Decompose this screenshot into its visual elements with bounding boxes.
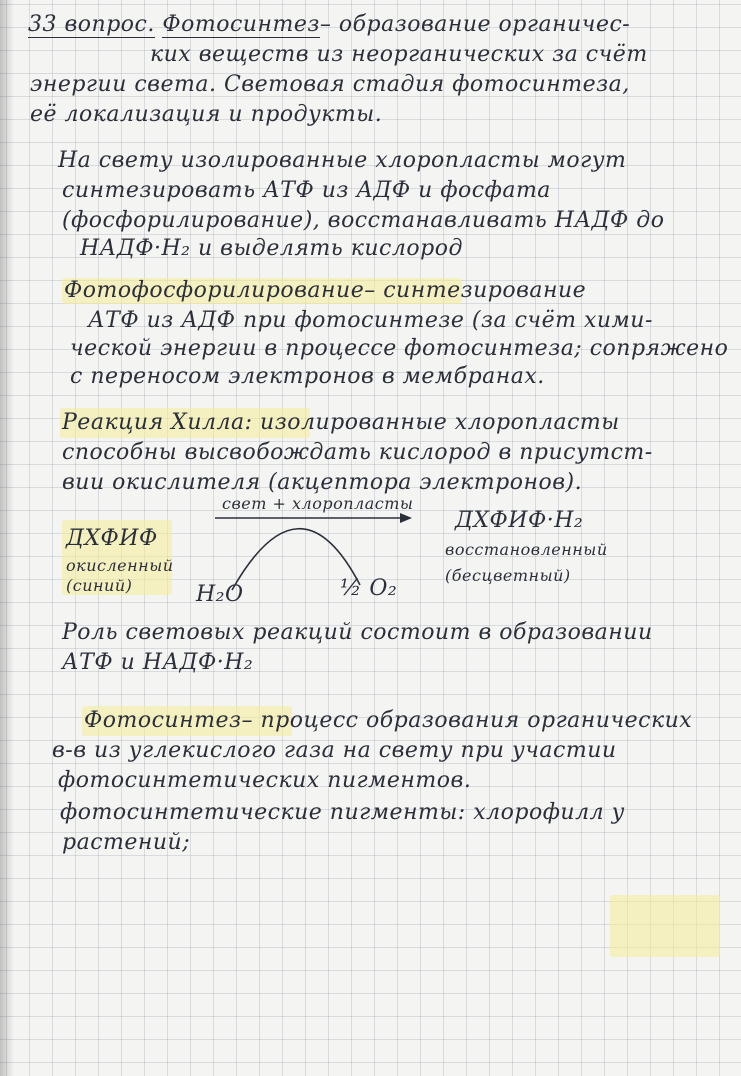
diagram-left-compound: ДХФИФ (66, 526, 158, 551)
p5-term: Фотосинтез (84, 708, 242, 733)
heading-line-3: энергии света. Световая стадия фотосинтеза, (30, 72, 630, 97)
p2-term: Фотофосфорилирование (64, 278, 365, 303)
heading-line-1: – образование органичес- (319, 12, 631, 37)
p5-line-5: растений; (62, 830, 191, 855)
p2-line-1-rest: – синтезирование (364, 278, 587, 303)
heading-term: Фотосинтез (162, 12, 320, 37)
question-number: 33 вопрос. (28, 12, 155, 37)
p3-term: Реакция Хилла (62, 410, 245, 435)
p1-line-4: НАДФ·Н₂ и выделять кислород (80, 236, 463, 261)
p2-line-3: ческой энергии в процессе фотосинтеза; сопряжено (70, 336, 729, 361)
diagram-arrow-label: свет + хлоропласты (222, 494, 414, 513)
p2-line-2: АТФ из АДФ при фотосинтезе (за счёт хими- (88, 308, 653, 333)
p5-line-1 (84, 708, 692, 734)
heading-line-4: её локализация и продукты. (30, 102, 383, 127)
diagram-right-compound: ДХФИФ·H₂ (455, 508, 584, 533)
p1-line-3: (фосфорилирование), восстанавливать НАДФ до (62, 208, 665, 233)
p3-line-2: способны высвобождать кислород в присутст- (62, 440, 653, 465)
p2-line-4: с переносом электронов в мембранах. (70, 364, 545, 389)
diagram-right-color: (бесцветный) (445, 566, 571, 585)
p1-line-1: На свету изолированные хлоропласты могут (58, 148, 627, 173)
p5-line-3: фотосинтетических пигментов. (58, 768, 472, 793)
p5-line-1-rest: – процесс образования органических (241, 708, 693, 733)
diagram-right-oxygen: ½ O₂ (340, 576, 398, 601)
diagram-right-state: восстановленный (445, 540, 608, 559)
p3-line-3: вии окислителя (акцептора электронов). (62, 470, 583, 495)
diagram-left-state: окисленный (66, 556, 174, 575)
p1-line-2: синтезировать АТФ из АДФ и фосфата (62, 178, 551, 203)
diagram-left-color: (синий) (66, 576, 133, 595)
diagram-left-water: H₂O (196, 582, 244, 607)
p5-line-4: фотосинтетические пигменты: хлорофилл у (60, 800, 625, 825)
p3-line-1-rest: : изолированные хлоропласты (244, 410, 620, 435)
p4-line-1: Роль световых реакций состоит в образовании (62, 620, 653, 645)
p4-line-2: АТФ и НАДФ·H₂ (62, 650, 254, 675)
heading-line-2: ких веществ из неорганических за счёт (150, 42, 648, 67)
p5-line-2: в-в из углекислого газа на свету при участии (52, 738, 617, 763)
diagram-arrow-head (400, 513, 412, 523)
